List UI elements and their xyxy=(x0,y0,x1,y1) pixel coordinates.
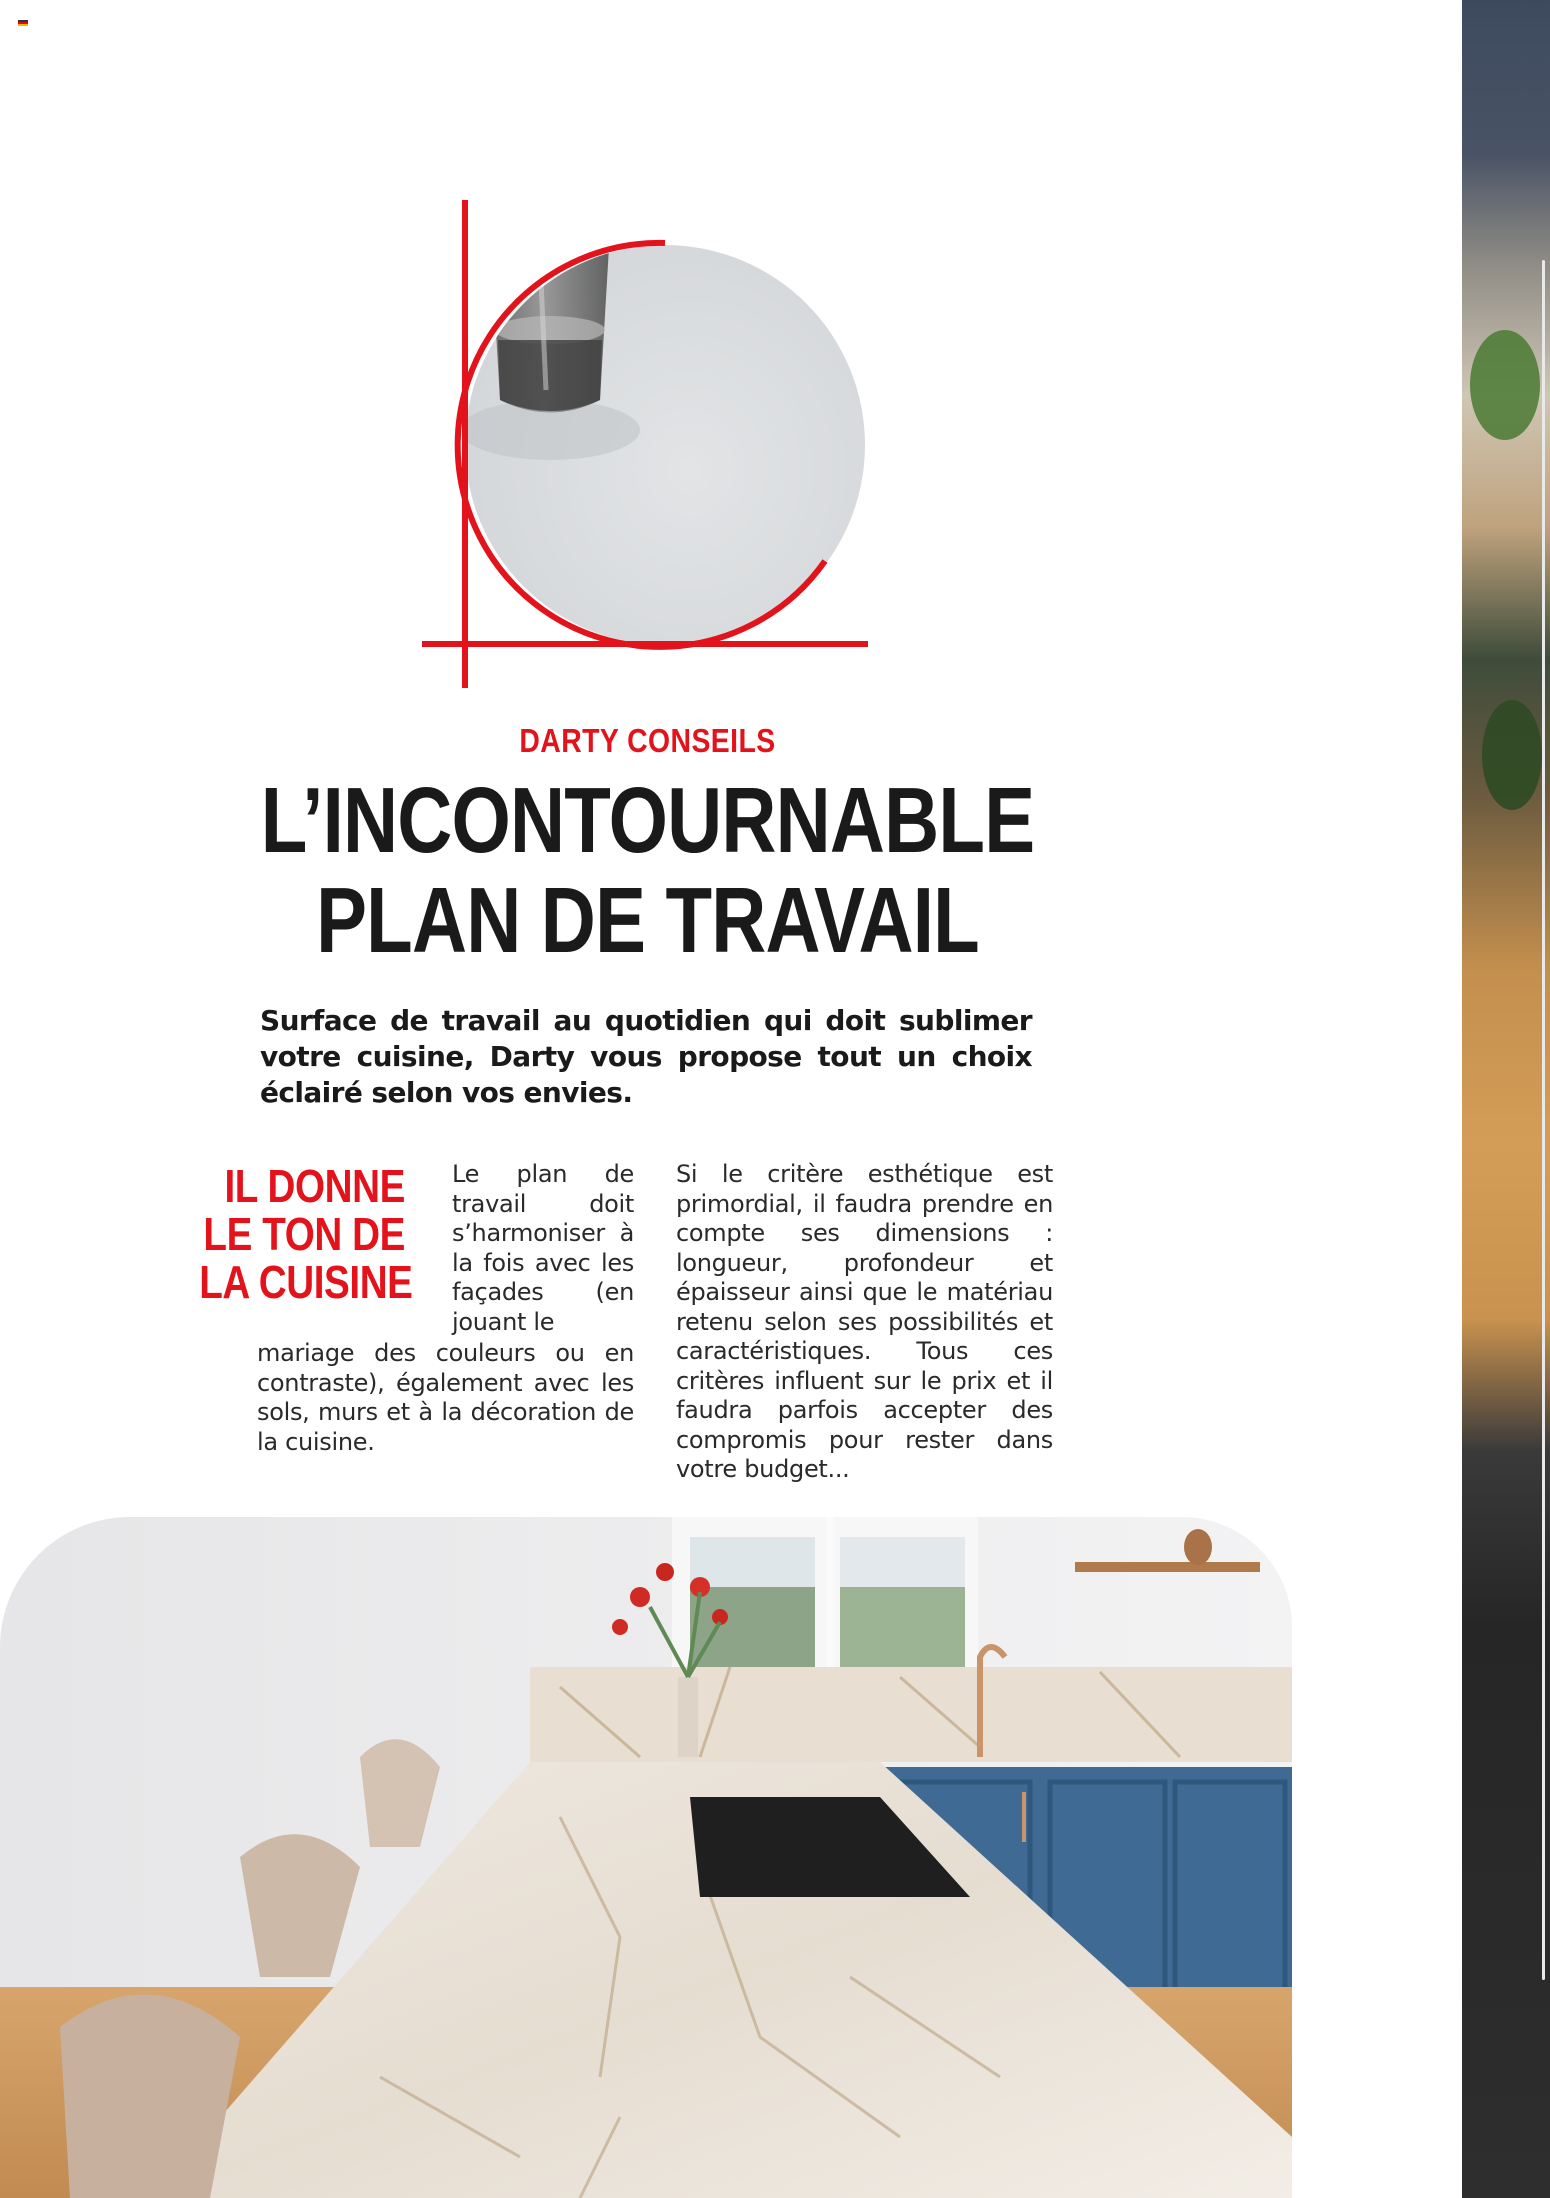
intro-paragraph: Surface de travail au quotidien qui doit sublimer votre cuisine, Darty vous propose tout un choix éclairé selon vos envies. xyxy=(260,1004,1032,1109)
color-mark-icon xyxy=(18,20,28,26)
title-line-1: L’INCONTOURNABLE xyxy=(260,768,1035,872)
heading-line-2: LE TON DE xyxy=(203,1208,405,1260)
page-edge-line xyxy=(1542,260,1545,1980)
glass-photo xyxy=(420,200,870,690)
heading-line-3: LA CUISINE xyxy=(199,1256,413,1308)
page-title xyxy=(240,770,1056,970)
countertop-logo-graphic xyxy=(420,200,870,690)
body-column-1-part-2: mariage des couleurs ou en contraste), également avec les sols, murs et à la décoration de la cuisine. xyxy=(257,1339,634,1456)
body-column-2: Si le critère esthétique est primordial, il faudra prendre en compte ses dimensions : longueur, profondeur et épaisseur ainsi que le matériau retenu selon ses possibilités et caractéristiques. Tous ces critères influent sur le prix et il faudra parfois accepter des compromis pour rester dans votre budget... xyxy=(676,1160,1053,1483)
title-line-2: PLAN DE TRAVAIL xyxy=(316,868,979,972)
plant-leaves xyxy=(1482,700,1542,810)
section-heading xyxy=(160,1160,413,1308)
kitchen-illustration xyxy=(0,1517,1292,2198)
plant-leaves xyxy=(1470,330,1540,440)
adjacent-page-photo xyxy=(1462,0,1550,2198)
kitchen-photo xyxy=(0,1517,1292,2198)
body-column-1-part-1: Le plan de travail doit s’harmoniser à la fois avec les façades (en jouant le xyxy=(452,1160,634,1336)
heading-line-1: IL DONNE xyxy=(224,1160,405,1212)
section-kicker: DARTY CONSEILS xyxy=(519,722,776,759)
